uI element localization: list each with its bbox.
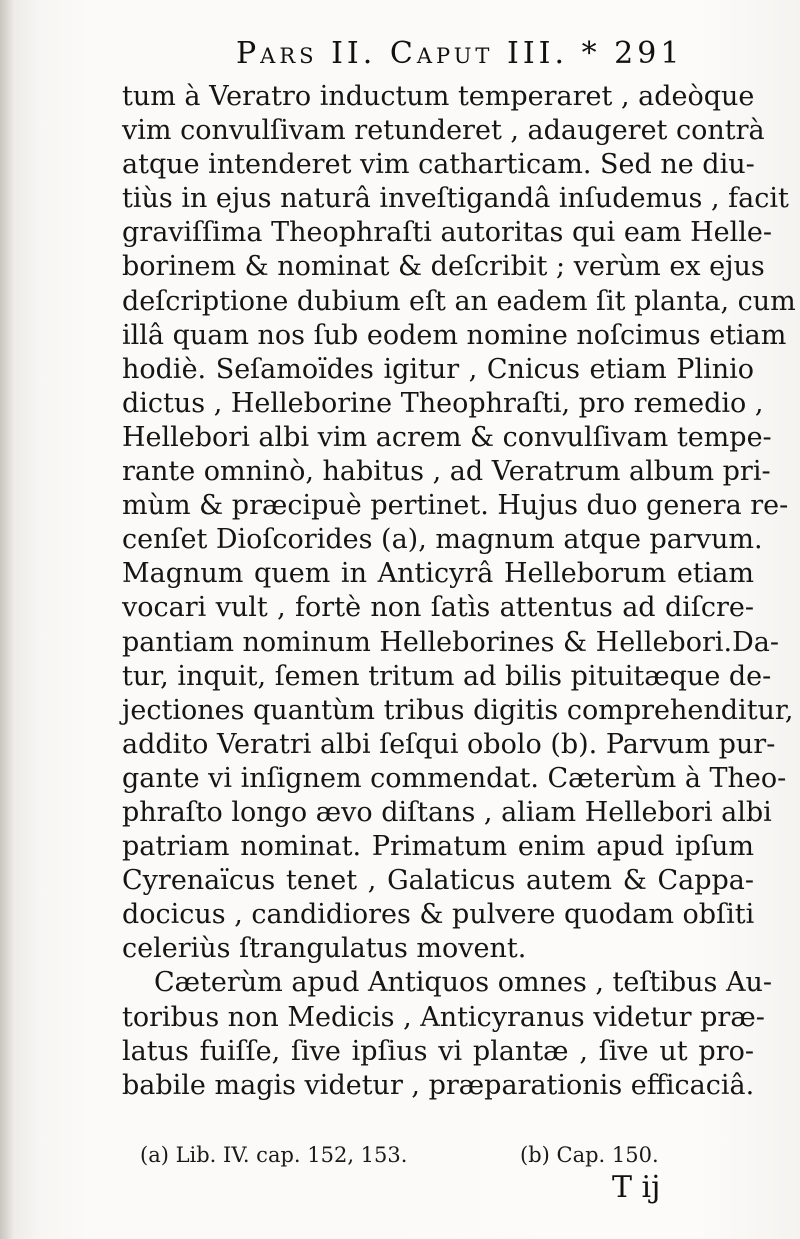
text-line: gante vi inſignem commendat. Cæterùm à Theo-: [122, 762, 787, 794]
paragraph-2: [122, 966, 772, 1102]
text-line: Magnum quem in Anticyrâ Helleborum etiam: [122, 558, 754, 590]
text-line: addito Veratri albi ſeſqui obolo (b). Parvum pur-: [122, 728, 776, 760]
text-line: cenſet Dioſcorides (a), magnum atque parvum.: [122, 524, 763, 556]
text-line: tiùs in ejus naturâ inveſtigandâ inſudemus , facit: [122, 183, 789, 215]
text-line: Cæterùm apud Antiquos omnes , teſtibus Au-: [154, 967, 772, 999]
body-text: [122, 80, 796, 1103]
text-line: vim convulſivam retunderet , adaugeret contrà: [122, 115, 765, 147]
text-line: hodiè. Seſamoïdes igitur , Cnicus etiam Plinio: [122, 353, 754, 385]
text-line: dictus , Helleborine Theophraſti, pro remedio ,: [122, 387, 764, 419]
text-line: Hellebori albi vim acrem & convulſivam tempe-: [122, 421, 772, 453]
footnote-b: (b) Cap. 150.: [520, 1143, 659, 1167]
text-line: borinem & nominat & deſcribit ; verùm ex ejus: [122, 251, 765, 283]
footnote-a: (a) Lib. IV. cap. 152, 153.: [140, 1143, 408, 1167]
text-line: babile magis videtur , præparationis efficaciâ.: [122, 1069, 755, 1101]
text-line: rante omninò, habitus , ad Veratrum album pri-: [122, 456, 771, 488]
text-line: tur, inquit, ſemen tritum ad bilis pituitæque de-: [122, 660, 772, 692]
text-line: deſcriptione dubium eſt an eadem ſit planta, cum: [122, 285, 796, 317]
text-line: pantiam nominum Helleborines & Hellebori.Da-: [122, 626, 779, 658]
text-line: patriam nominat. Primatum enim apud ipſum: [122, 831, 754, 863]
text-line: phraſto longo ævo diſtans , aliam Hellebori albi: [122, 796, 772, 828]
text-line: graviſſima Theophraſti autoritas qui eam Helle-: [122, 217, 773, 249]
text-line: mùm & præcipuè pertinet. Hujus duo genera re-: [122, 490, 789, 522]
text-line: illâ quam nos ſub eodem nomine noſcimus etiam: [122, 319, 787, 351]
text-line: tum à Veratro inductum temperaret , adeòque: [122, 81, 755, 112]
text-line: celeriùs ſtrangulatus movent.: [122, 933, 527, 965]
text-line: latus fuiſſe, ſive ipſius vi plantæ , ſive ut pro-: [122, 1035, 754, 1067]
text-line: docicus , candidiores & pulvere quodam obſiti: [122, 899, 755, 931]
paragraph-1: [122, 80, 796, 966]
text-line: vocari vult , fortè non ſatìs attentus ad diſcre-: [122, 592, 754, 624]
text-line: toribus non Medicis , Anticyranus videtur præ-: [122, 1001, 765, 1033]
signature-mark: T ij: [612, 1170, 661, 1205]
text-line: atque intenderet vim catharticam. Sed ne diu-: [122, 149, 755, 181]
text-line: jectiones quantùm tribus digitis comprehenditur,: [122, 694, 794, 726]
gutter-shadow: [0, 0, 14, 1239]
text-line: Cyrenaïcus tenet , Galaticus autem & Cappa-: [122, 865, 754, 897]
running-head: Pars II. Caput III. * 291: [236, 36, 684, 71]
